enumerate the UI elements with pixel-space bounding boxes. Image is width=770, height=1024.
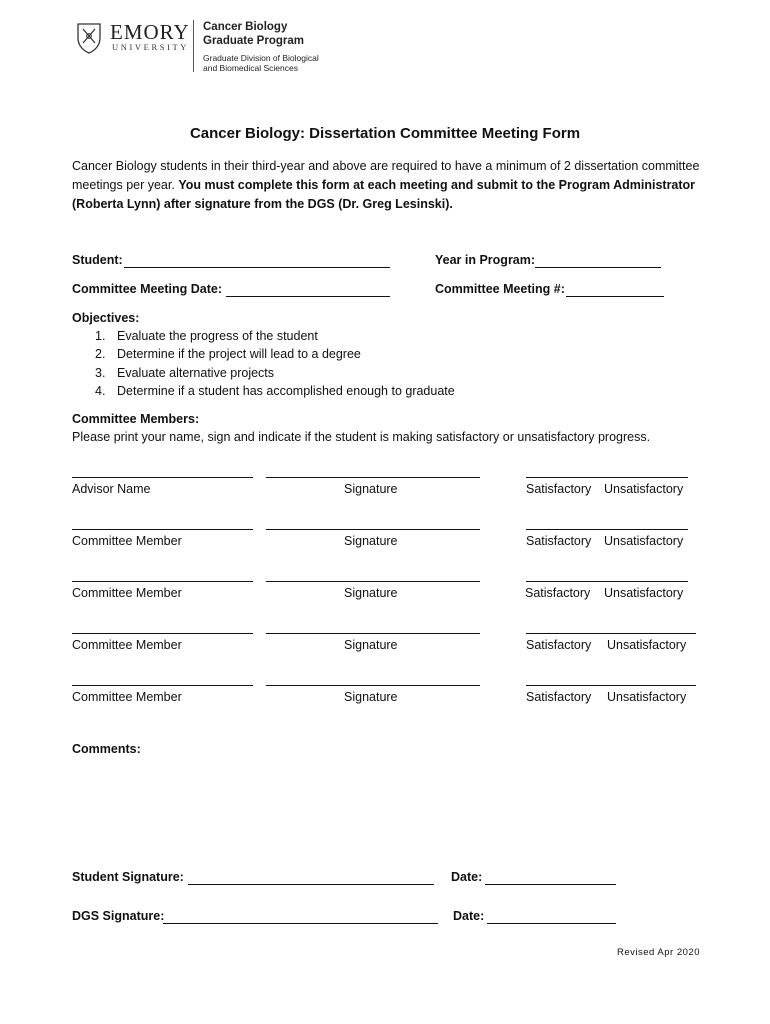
- committee-members-instructions: Please print your name, sign and indicate if the student is making satisfactory or unsatisfactory progress.: [72, 430, 651, 444]
- satisfactory-option-2[interactable]: Satisfactory: [526, 534, 592, 548]
- unsatisfactory-option-5[interactable]: Unsatisfactory: [607, 690, 687, 704]
- signature-caption-1: Signature: [344, 482, 398, 496]
- list-item: 1. Evaluate the progress of the student: [95, 329, 318, 343]
- revision-note: Revised Apr 2020: [617, 947, 700, 958]
- member-signature-field-5[interactable]: [266, 685, 480, 686]
- member-progress-field-4[interactable]: [526, 633, 696, 634]
- member-signature-field-4[interactable]: [266, 633, 480, 634]
- objectives-label: Objectives:: [72, 311, 140, 325]
- member-progress-field-3[interactable]: [526, 581, 688, 582]
- dgs-signature-field[interactable]: [163, 923, 438, 924]
- member-signature-field-2[interactable]: [266, 529, 480, 530]
- member-name-field-4[interactable]: [72, 633, 253, 634]
- header-divider: [193, 20, 194, 72]
- meeting-date-field[interactable]: [226, 296, 390, 297]
- satisfactory-option-1[interactable]: Satisfactory: [526, 482, 592, 496]
- satisfactory-option-4[interactable]: Satisfactory: [526, 638, 592, 652]
- program-name-line1: Cancer Biology: [203, 21, 288, 33]
- member-name-field-2[interactable]: [72, 529, 253, 530]
- member-progress-field-1[interactable]: [526, 477, 688, 478]
- year-in-program-field[interactable]: [535, 267, 661, 268]
- student-label: Student:: [72, 253, 123, 267]
- dgs-signature-label: DGS Signature:: [72, 909, 165, 923]
- form-intro: [72, 157, 702, 214]
- objectives-list: [95, 327, 455, 400]
- dgs-date-label: Date:: [453, 909, 485, 923]
- student-date-label: Date:: [451, 870, 483, 884]
- unsatisfactory-option-3[interactable]: Unsatisfactory: [604, 586, 684, 600]
- unsatisfactory-option-4[interactable]: Unsatisfactory: [607, 638, 687, 652]
- student-signature-field[interactable]: [188, 884, 434, 885]
- student-signature-label: Student Signature:: [72, 870, 184, 884]
- intro-plain-text: Cancer Biology students in their third-year and above are required to have a minimum of 2 dissertation committee meetings per year.: [72, 159, 700, 192]
- university-name: EMORY: [110, 20, 190, 44]
- student-date-field[interactable]: [485, 884, 616, 885]
- signature-caption-3: Signature: [344, 586, 398, 600]
- member-name-field-3[interactable]: [72, 581, 253, 582]
- member-progress-field-2[interactable]: [526, 529, 688, 530]
- signature-caption-4: Signature: [344, 638, 398, 652]
- committee-members-label: Committee Members:: [72, 412, 200, 426]
- list-item: 4. Determine if a student has accomplished enough to graduate: [95, 383, 455, 398]
- comments-label: Comments:: [72, 742, 141, 756]
- year-in-program-label: Year in Program:: [435, 253, 536, 267]
- meeting-date-label: Committee Meeting Date:: [72, 282, 223, 296]
- division-line1: Graduate Division of Biological: [203, 53, 319, 63]
- member-signature-field-3[interactable]: [266, 581, 480, 582]
- emory-shield-icon: [76, 22, 102, 54]
- intro-bold-text: You must complete this form at each meeting and submit to the Program Administrator (Roberta Lynn) after signature from the DGS (Dr. Greg Lesinski).: [72, 178, 696, 211]
- dgs-date-field[interactable]: [487, 923, 616, 924]
- member-signature-field-1[interactable]: [266, 477, 480, 478]
- unsatisfactory-option-1[interactable]: Unsatisfactory: [604, 482, 684, 496]
- member-name-field-1[interactable]: [72, 477, 253, 478]
- signature-caption-2: Signature: [344, 534, 398, 548]
- form-title: Cancer Biology: Dissertation Committee Meeting Form: [189, 125, 581, 142]
- member-progress-field-5[interactable]: [526, 685, 696, 686]
- comments-area[interactable]: [72, 762, 698, 857]
- unsatisfactory-option-2[interactable]: Unsatisfactory: [604, 534, 684, 548]
- member-role-1: Advisor Name: [72, 482, 151, 496]
- list-item: 3. Evaluate alternative projects: [95, 365, 275, 380]
- satisfactory-option-3[interactable]: Satisfactory: [525, 586, 591, 600]
- university-subtitle: UNIVERSITY: [112, 42, 189, 52]
- member-role-3: Committee Member: [72, 586, 182, 600]
- student-field[interactable]: [124, 267, 390, 268]
- meeting-number-field[interactable]: [566, 296, 664, 297]
- satisfactory-option-5[interactable]: Satisfactory: [526, 690, 592, 704]
- member-role-4: Committee Member: [72, 638, 182, 652]
- program-name-line2: Graduate Program: [203, 35, 304, 47]
- signature-caption-5: Signature: [344, 690, 398, 704]
- list-item: 2. Determine if the project will lead to a degree: [95, 347, 361, 362]
- member-role-5: Committee Member: [72, 690, 182, 704]
- member-role-2: Committee Member: [72, 534, 182, 548]
- member-name-field-5[interactable]: [72, 685, 253, 686]
- meeting-number-label: Committee Meeting #:: [435, 282, 565, 296]
- division-line2: and Biomedical Sciences: [203, 63, 298, 73]
